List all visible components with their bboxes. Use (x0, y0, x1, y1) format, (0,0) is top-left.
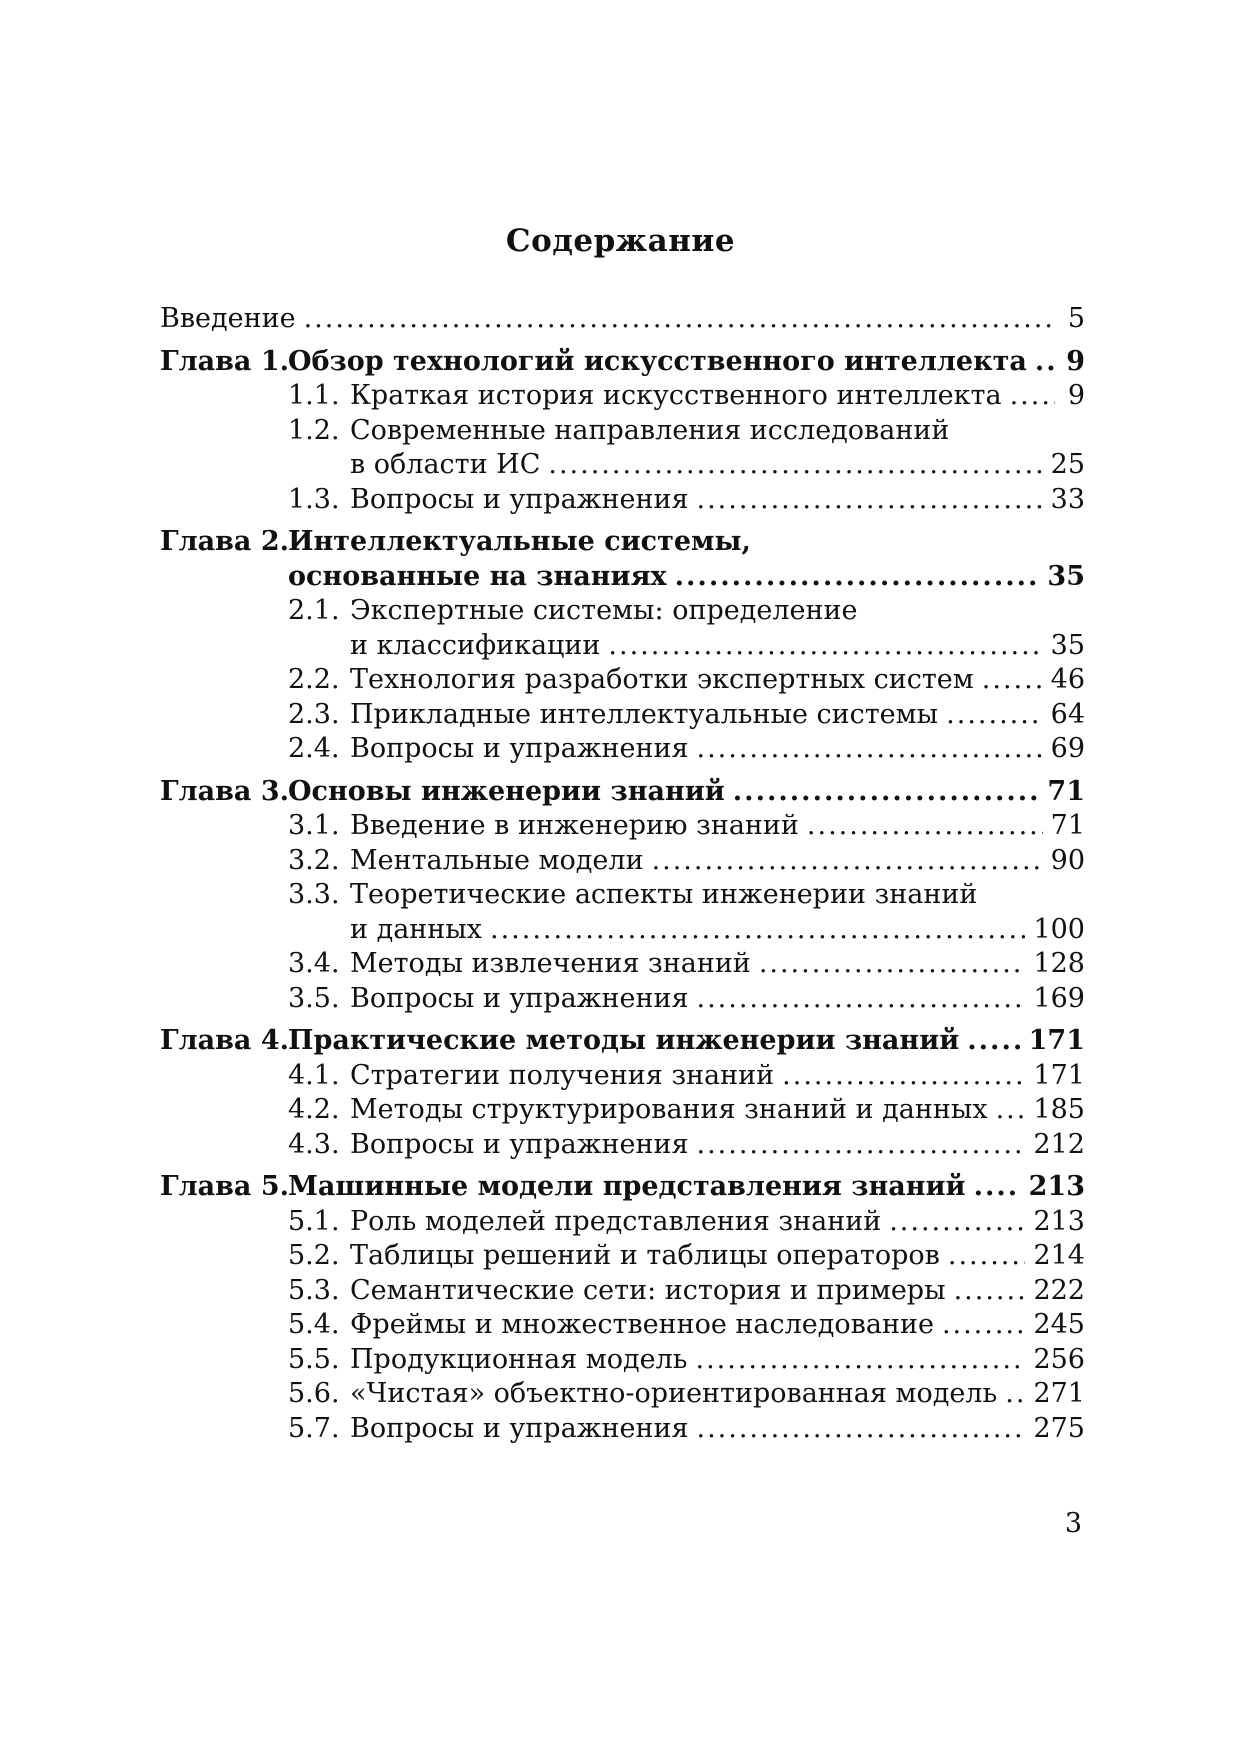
toc-section-3-3-continuation[interactable] (160, 913, 1085, 948)
toc-section-1-2[interactable] (160, 414, 1085, 449)
section-title-line-2: в области ИС (350, 449, 541, 480)
section-title-line-1: Современные направления исследований (350, 414, 950, 446)
section-title: Краткая история искусственного интеллекта (350, 380, 1002, 411)
section-page: 213 (1033, 1205, 1085, 1237)
section-number: 1.1. (288, 380, 340, 411)
dot-leader (759, 947, 1026, 982)
section-number: 5.4. (288, 1309, 340, 1340)
dot-leader (954, 1274, 1026, 1309)
toc-section-2-1[interactable] (160, 594, 1085, 629)
dot-leader (697, 483, 1043, 518)
section-number: 4.3. (288, 1128, 340, 1160)
toc-chapter-4[interactable] (160, 1024, 1085, 1059)
section-title: Вопросы и упражнения (350, 1412, 689, 1444)
dot-leader (304, 302, 1055, 337)
chapter-page: 213 (1028, 1171, 1085, 1202)
section-page: 71 (1050, 810, 1085, 841)
chapter-page: 35 (1047, 560, 1085, 592)
section-page: 9 (1067, 380, 1085, 411)
section-number: 1.2. (288, 414, 340, 446)
dot-leader (942, 1308, 1026, 1343)
dot-leader (974, 1170, 1021, 1205)
toc-section-5-3[interactable] (160, 1274, 1085, 1309)
dot-leader (982, 663, 1043, 698)
section-page: 275 (1033, 1412, 1085, 1444)
toc-chapter-2-continuation[interactable] (160, 560, 1085, 595)
dot-leader (608, 629, 1042, 664)
dot-leader (548, 448, 1042, 483)
section-page: 271 (1033, 1378, 1085, 1409)
dot-leader (1010, 379, 1055, 414)
dot-leader (490, 913, 1025, 948)
section-number: 5.5. (288, 1343, 340, 1375)
section-number: 2.1. (288, 595, 340, 626)
table-of-contents (160, 302, 1085, 1446)
section-title: «Чистая» объектно-ориентированная модель (350, 1378, 998, 1409)
section-page: 256 (1033, 1343, 1085, 1375)
dot-leader (733, 775, 1040, 810)
toc-section-1-1[interactable] (160, 379, 1085, 414)
toc-section-5-5[interactable] (160, 1343, 1085, 1378)
page-title: Содержание (505, 223, 736, 259)
section-number: 5.3. (288, 1274, 340, 1306)
dot-leader (946, 698, 1042, 733)
dot-leader (948, 1239, 1026, 1274)
section-title: Вопросы и упражнения (350, 733, 689, 764)
toc-entry-title: Введение (160, 303, 296, 334)
section-page: 46 (1050, 664, 1085, 695)
dot-leader (967, 1024, 1020, 1059)
chapter-label: Глава 1. (160, 345, 290, 377)
section-page: 185 (1033, 1094, 1085, 1125)
section-title: Стратегии получения знаний (350, 1059, 775, 1091)
dot-leader (1035, 345, 1055, 380)
section-number: 3.3. (288, 879, 340, 910)
chapter-page: 71 (1047, 775, 1085, 807)
dot-leader (697, 1128, 1026, 1163)
section-title: Методы извлечения знаний (350, 948, 751, 979)
section-number: 5.6. (288, 1378, 340, 1409)
toc-section-5-2[interactable] (160, 1239, 1085, 1274)
toc-section-2-2[interactable] (160, 663, 1085, 698)
toc-section-1-2-continuation[interactable] (160, 448, 1085, 483)
section-number: 2.4. (288, 733, 340, 764)
section-number: 3.1. (288, 810, 340, 841)
section-title: Продукционная модель (350, 1343, 688, 1375)
dot-leader (889, 1205, 1025, 1240)
toc-section-3-1[interactable] (160, 809, 1085, 844)
toc-section-3-3[interactable] (160, 878, 1085, 913)
dot-leader (697, 982, 1026, 1017)
section-title: Вопросы и упражнения (350, 982, 689, 1014)
section-title-line-2: и классификации (350, 629, 601, 661)
dot-leader (696, 1343, 1026, 1378)
section-number: 3.4. (288, 948, 340, 979)
dot-leader (675, 560, 1040, 595)
toc-section-4-3[interactable] (160, 1128, 1085, 1163)
section-title: Ментальные модели (350, 844, 644, 876)
section-page: 212 (1033, 1128, 1085, 1160)
toc-section-5-6[interactable] (160, 1377, 1085, 1412)
section-title: Роль моделей представления знаний (350, 1205, 882, 1237)
section-title: Технология разработки экспертных систем (350, 664, 974, 695)
toc-entry-introduction[interactable] (160, 302, 1085, 337)
chapter-label: Глава 5. (160, 1171, 290, 1202)
chapter-page: 9 (1066, 345, 1085, 377)
section-number: 2.3. (288, 698, 340, 730)
toc-section-5-4[interactable] (160, 1308, 1085, 1343)
toc-chapter-5[interactable] (160, 1170, 1085, 1205)
chapter-title: Машинные модели представления знаний (288, 1171, 966, 1202)
section-number: 4.1. (288, 1059, 340, 1091)
chapter-page: 171 (1028, 1025, 1085, 1056)
section-number: 5.7. (288, 1412, 340, 1444)
section-page: 171 (1033, 1059, 1085, 1091)
toc-chapter-3[interactable] (160, 775, 1085, 810)
section-page: 33 (1050, 483, 1085, 515)
section-title: Семантические сети: история и примеры (350, 1274, 946, 1306)
toc-section-3-2[interactable] (160, 844, 1085, 879)
dot-leader (697, 732, 1043, 767)
section-title: Вопросы и упражнения (350, 483, 689, 515)
section-number: 2.2. (288, 664, 340, 695)
section-page: 90 (1050, 844, 1085, 876)
section-title-line-2: и данных (350, 913, 483, 945)
section-title: Введение в инженерию знаний (350, 810, 799, 841)
section-title-line-1: Теоретические аспекты инженерии знаний (350, 879, 978, 910)
chapter-title-line-2: основанные на знаниях (288, 560, 667, 592)
toc-section-3-5[interactable] (160, 982, 1085, 1017)
toc-section-2-4[interactable] (160, 732, 1085, 767)
chapter-label: Глава 2. (160, 526, 290, 557)
section-number: 5.1. (288, 1205, 340, 1237)
section-title-line-1: Экспертные системы: определение (350, 595, 858, 626)
section-title: Методы структурирования знаний и данных (350, 1094, 988, 1125)
section-page: 128 (1033, 948, 1085, 979)
toc-chapter-1[interactable] (160, 345, 1085, 380)
dot-leader (782, 1059, 1025, 1094)
chapter-label: Глава 4. (160, 1025, 290, 1056)
toc-section-4-1[interactable] (160, 1059, 1085, 1094)
section-title: Вопросы и упражнения (350, 1128, 689, 1160)
section-page: 245 (1033, 1309, 1085, 1340)
toc-section-5-7[interactable] (160, 1412, 1085, 1447)
section-number: 4.2. (288, 1094, 340, 1125)
toc-section-3-4[interactable] (160, 947, 1085, 982)
section-page: 64 (1050, 698, 1085, 730)
dot-leader (652, 844, 1043, 879)
section-title: Прикладные интеллектуальные системы (350, 698, 939, 730)
section-number: 3.2. (288, 844, 340, 876)
dot-leader (697, 1412, 1026, 1447)
dot-leader (996, 1093, 1026, 1128)
chapter-title: Обзор технологий искусственного интеллекта (288, 345, 1027, 377)
section-page: 35 (1050, 629, 1085, 661)
toc-section-5-1[interactable] (160, 1205, 1085, 1240)
section-title: Таблицы решений и таблицы операторов (350, 1240, 940, 1271)
section-page: 222 (1033, 1274, 1085, 1306)
chapter-title: Основы инженерии знаний (288, 775, 725, 807)
toc-section-2-1-continuation[interactable] (160, 629, 1085, 664)
chapter-title-line-1: Интеллектуальные системы, (288, 526, 751, 557)
section-number: 3.5. (288, 982, 340, 1014)
toc-section-1-3[interactable] (160, 483, 1085, 518)
toc-entry-page: 5 (1067, 303, 1085, 334)
dot-leader (1005, 1377, 1025, 1412)
section-page: 69 (1050, 733, 1085, 764)
dot-leader (807, 809, 1043, 844)
section-page: 214 (1033, 1240, 1085, 1271)
section-number: 1.3. (288, 483, 340, 515)
page-number: 3 (1064, 1508, 1082, 1539)
toc-section-2-3[interactable] (160, 698, 1085, 733)
toc-section-4-2[interactable] (160, 1093, 1085, 1128)
section-title: Фреймы и множественное наследование (350, 1309, 934, 1340)
section-page: 100 (1033, 913, 1085, 945)
section-page: 169 (1033, 982, 1085, 1014)
toc-chapter-2[interactable] (160, 525, 1085, 560)
chapter-label: Глава 3. (160, 775, 290, 807)
section-number: 5.2. (288, 1240, 340, 1271)
chapter-title: Практические методы инженерии знаний (288, 1025, 960, 1056)
section-page: 25 (1050, 449, 1085, 480)
